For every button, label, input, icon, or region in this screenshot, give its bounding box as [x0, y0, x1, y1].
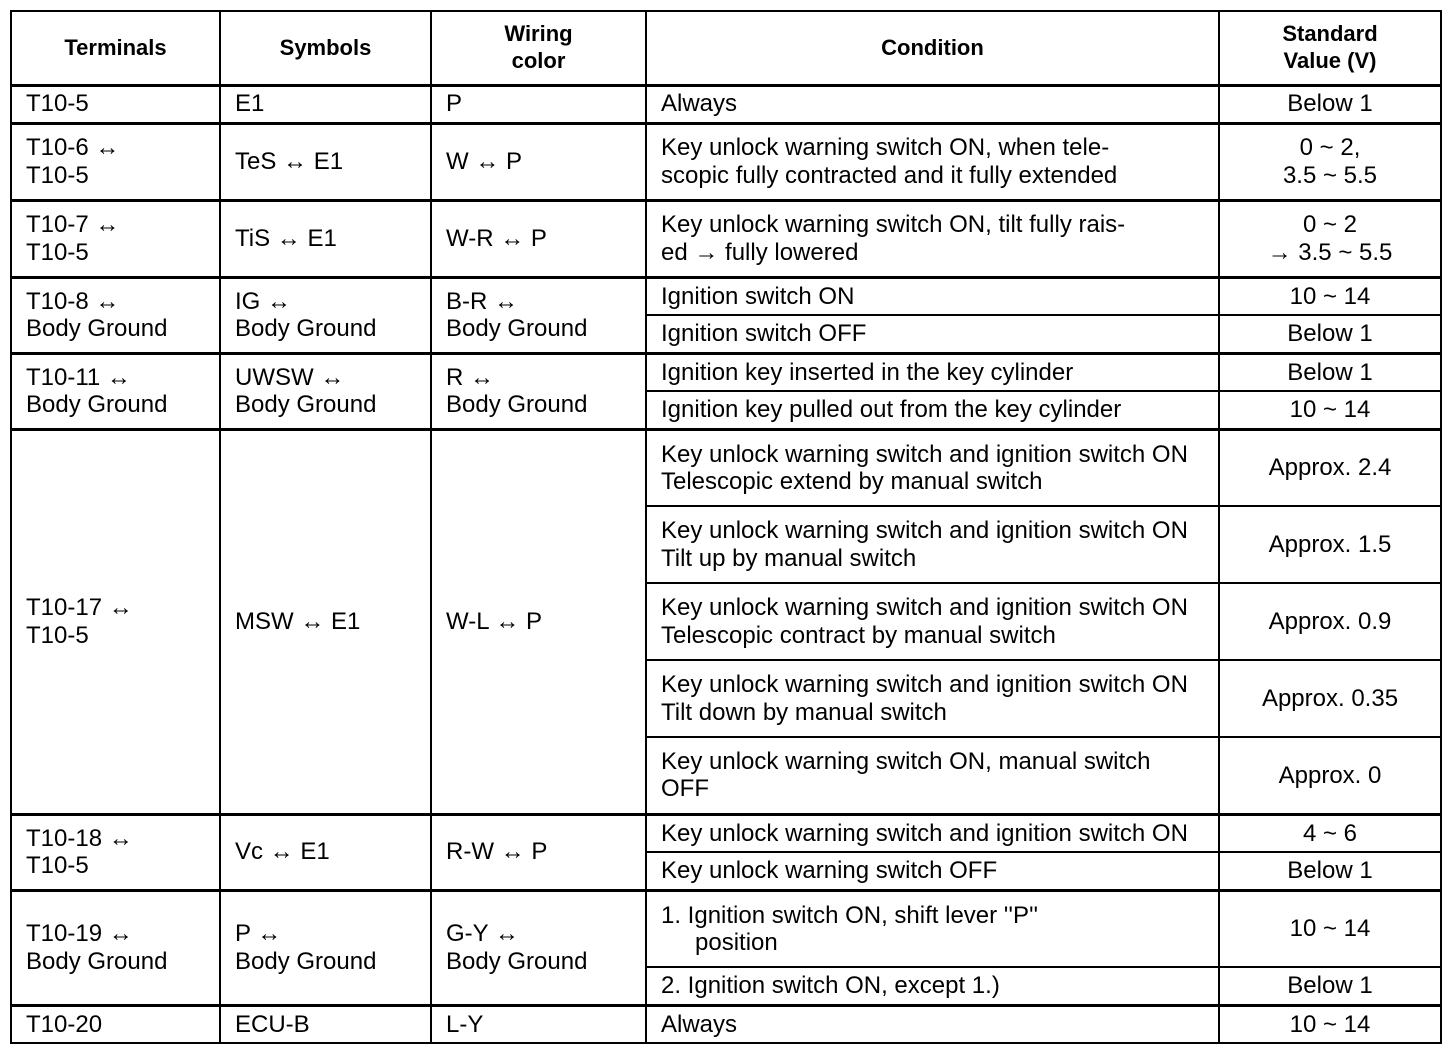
standard-value-cell: Below 1: [1219, 85, 1441, 123]
terminal-line1: T10-19 ↔: [26, 920, 133, 948]
terminal-line2: T10-5: [26, 238, 89, 266]
condition-cell: 2. Ignition switch ON, except 1.): [646, 967, 1219, 1005]
wiring-cell: P: [431, 85, 646, 123]
condition-cell: Ignition switch ON: [646, 277, 1219, 315]
symbol-line1: P ↔: [235, 920, 282, 948]
condition-line2: Tilt up by manual switch: [661, 544, 917, 572]
condition-line1: Key unlock warning switch and ignition switch ON: [661, 440, 1188, 468]
standard-value-cell: 10 ~ 14: [1219, 277, 1441, 315]
wiring-cell: W-R ↔ P: [431, 200, 646, 277]
table-row: [11, 277, 1441, 315]
condition-line1: Key unlock warning switch and ignition switch ON: [661, 671, 1188, 699]
condition-line2: OFF: [661, 775, 709, 803]
condition-cell: Always: [646, 85, 1219, 123]
table-row: [11, 890, 1441, 967]
wiring-cell: W-L ↔ P: [431, 429, 646, 814]
terminal-cell: [11, 429, 220, 814]
terminal-line2: Body Ground: [26, 315, 168, 342]
header-standard-line2: Value (V): [1283, 47, 1377, 73]
header-standard-value: [1219, 11, 1441, 85]
standard-value-cell: Below 1: [1219, 315, 1441, 353]
symbol-cell: TiS ↔ E1: [220, 200, 431, 277]
standard-value-cell: 4 ~ 6: [1219, 814, 1441, 852]
symbol-line1: UWSW ↔: [235, 363, 345, 391]
table-row: [11, 200, 1441, 277]
terminal-line2: Body Ground: [26, 391, 168, 418]
condition-line1: Key unlock warning switch ON, when tele-: [661, 134, 1110, 162]
header-symbols: Symbols: [220, 11, 431, 85]
standard-value-cell: Approx. 0.9: [1219, 583, 1441, 660]
terminal-line2: T10-5: [26, 621, 89, 649]
terminal-inspection-table-container: [10, 10, 1440, 1044]
standard-value-cell: Below 1: [1219, 967, 1441, 1005]
symbol-line2: Body Ground: [235, 391, 377, 418]
condition-line2: Telescopic extend by manual switch: [661, 467, 1043, 495]
symbol-cell: [220, 890, 431, 1005]
table-row: [11, 814, 1441, 852]
standard-value-cell: 10 ~ 14: [1219, 890, 1441, 967]
value-line1: 0 ~ 2: [1302, 211, 1358, 239]
symbol-line2: Body Ground: [235, 947, 377, 975]
table-row: [11, 123, 1441, 200]
header-terminals: Terminals: [11, 11, 220, 85]
wiring-line2: Body Ground: [446, 947, 588, 975]
wiring-cell: L-Y: [431, 1005, 646, 1043]
terminal-line2: T10-5: [26, 161, 89, 189]
condition-line2: position: [695, 928, 778, 956]
standard-value-cell: Below 1: [1219, 852, 1441, 890]
standard-value-cell: [1219, 200, 1441, 277]
condition-cell: [646, 890, 1219, 967]
condition-line2: Tilt down by manual switch: [661, 698, 947, 726]
wiring-cell: [431, 890, 646, 1005]
terminal-cell: [11, 814, 220, 890]
header-condition: Condition: [646, 11, 1219, 85]
wiring-line2: Body Ground: [446, 391, 588, 418]
value-line2: → 3.5 ~ 5.5: [1267, 238, 1393, 266]
symbol-cell: [220, 353, 431, 429]
terminal-cell: [11, 353, 220, 429]
condition-line1: Key unlock warning switch and ignition switch ON: [661, 517, 1188, 545]
condition-line2: scopic fully contracted and it fully extended: [661, 161, 1118, 189]
terminal-cell: [11, 890, 220, 1005]
terminal-line1: T10-6 ↔: [26, 134, 120, 162]
terminal-cell: T10-5: [11, 85, 220, 123]
wiring-line1: G-Y ↔: [446, 920, 519, 948]
condition-line1: Key unlock warning switch and ignition switch ON: [661, 594, 1188, 622]
symbol-cell: Vc ↔ E1: [220, 814, 431, 890]
symbol-line2: Body Ground: [235, 315, 377, 342]
table-row: [11, 85, 1441, 123]
condition-cell: Ignition key inserted in the key cylinder: [646, 353, 1219, 391]
symbol-line1: IG ↔: [235, 287, 292, 315]
terminal-line2: T10-5: [26, 852, 89, 879]
table-row: [11, 353, 1441, 391]
terminal-inspection-table: [10, 10, 1442, 1044]
value-line2: 3.5 ~ 5.5: [1282, 161, 1378, 189]
terminal-cell: [11, 200, 220, 277]
symbol-cell: TeS ↔ E1: [220, 123, 431, 200]
standard-value-cell: Below 1: [1219, 353, 1441, 391]
header-wiring-line2: color: [511, 47, 566, 73]
header-row: [11, 11, 1441, 85]
wiring-line1: B-R ↔: [446, 287, 518, 315]
symbol-cell: E1: [220, 85, 431, 123]
terminal-line1: T10-18 ↔: [26, 824, 133, 852]
wiring-cell: [431, 277, 646, 353]
condition-cell: [646, 660, 1219, 737]
condition-cell: Ignition switch OFF: [646, 315, 1219, 353]
symbol-cell: [220, 277, 431, 353]
standard-value-cell: 10 ~ 14: [1219, 391, 1441, 429]
condition-cell: [646, 123, 1219, 200]
terminal-line1: T10-7 ↔: [26, 211, 120, 239]
standard-value-cell: 10 ~ 14: [1219, 1005, 1441, 1043]
condition-cell: Always: [646, 1005, 1219, 1043]
terminal-cell: T10-20: [11, 1005, 220, 1043]
condition-cell: Key unlock warning switch and ignition switch ON: [646, 814, 1219, 852]
condition-line1: 1. Ignition switch ON, shift lever ''P'': [661, 901, 1039, 929]
standard-value-cell: Approx. 1.5: [1219, 506, 1441, 583]
standard-value-cell: Approx. 0.35: [1219, 660, 1441, 737]
condition-cell: Key unlock warning switch OFF: [646, 852, 1219, 890]
condition-cell: [646, 200, 1219, 277]
condition-line1: Key unlock warning switch ON, tilt fully rais-: [661, 211, 1126, 239]
standard-value-cell: Approx. 2.4: [1219, 429, 1441, 506]
standard-value-cell: [1219, 123, 1441, 200]
terminal-line1: T10-11 ↔: [26, 363, 131, 391]
wiring-line2: Body Ground: [446, 315, 588, 342]
condition-cell: [646, 737, 1219, 814]
wiring-line1: R ↔: [446, 363, 494, 391]
condition-cell: Ignition key pulled out from the key cylinder: [646, 391, 1219, 429]
terminal-cell: [11, 123, 220, 200]
condition-cell: [646, 429, 1219, 506]
header-wiring-color: [431, 11, 646, 85]
symbol-cell: ECU-B: [220, 1005, 431, 1043]
table-row: [11, 429, 1441, 506]
value-line1: 0 ~ 2,: [1299, 134, 1361, 162]
condition-line1: Key unlock warning switch ON, manual switch: [661, 748, 1151, 776]
terminal-line2: Body Ground: [26, 947, 168, 975]
wiring-cell: W ↔ P: [431, 123, 646, 200]
header-wiring-line1: Wiring: [504, 21, 573, 47]
condition-cell: [646, 506, 1219, 583]
table-row: [11, 1005, 1441, 1043]
condition-line2: Telescopic contract by manual switch: [661, 621, 1056, 649]
terminal-cell: [11, 277, 220, 353]
symbol-cell: MSW ↔ E1: [220, 429, 431, 814]
wiring-cell: [431, 353, 646, 429]
terminal-line1: T10-8 ↔: [26, 287, 120, 315]
condition-cell: [646, 583, 1219, 660]
standard-value-cell: Approx. 0: [1219, 737, 1441, 814]
terminal-line1: T10-17 ↔: [26, 594, 133, 622]
condition-line2: ed → fully lowered: [661, 238, 859, 266]
header-standard-line1: Standard: [1282, 21, 1378, 47]
wiring-cell: R-W ↔ P: [431, 814, 646, 890]
